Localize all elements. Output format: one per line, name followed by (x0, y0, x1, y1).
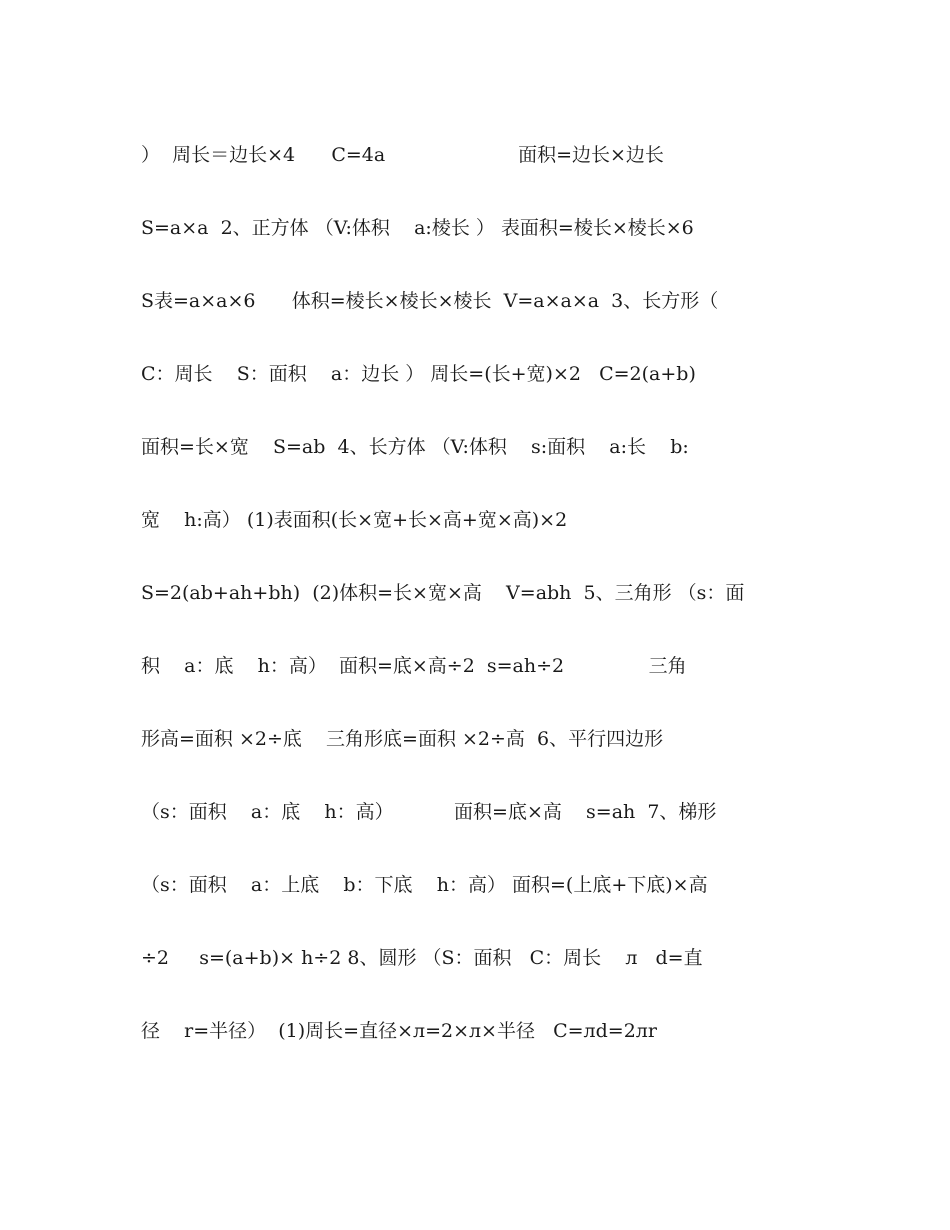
text-line: 形高=面积 ×2÷底 三角形底=面积 ×2÷高 6、平行四边形 (141, 728, 664, 750)
text-line: 宽 h:高） (1)表面积(长×宽+长×高+宽×高)×2 (141, 509, 568, 531)
text-line: （s：面积 a：上底 b：下底 h：高） 面积=(上底+下底)×高 (141, 874, 708, 896)
text-line: ） 周长＝边长×4 C=4a 面积=边长×边长 (141, 144, 664, 166)
text-line: 径 r=半径） (1)周长=直径×л=2×л×半径 C=лd=2лr (141, 1020, 657, 1042)
text-line: S=2(ab+ah+bh) (2)体积=长×宽×高 V=abh 5、三角形 （s：面 (141, 582, 745, 604)
text-line: 积 a：底 h：高） 面积=底×高÷2 s=ah÷2 三角 (141, 655, 687, 677)
text-line: C：周长 S：面积 a：边长 ） 周长=(长+宽)×2 C=2(a+b) (141, 363, 696, 385)
text-line: ÷2 s=(a+b)× h÷2 8、圆形 （S：面积 C：周长 л d=直 (141, 947, 703, 969)
text-line: 面积=长×宽 S=ab 4、长方体 （V:体积 s:面积 a:长 b: (141, 436, 689, 458)
text-line: （s：面积 a：底 h：高） 面积=底×高 s=ah 7、梯形 (141, 801, 717, 823)
text-line: S=a×a 2、正方体 （V:体积 a:棱长 ） 表面积=棱长×棱长×6 (141, 217, 694, 239)
text-line: S表=a×a×6 体积=棱长×棱长×棱长 V=a×a×a 3、长方形（ (141, 290, 719, 312)
formula-text-block (141, 137, 821, 1086)
